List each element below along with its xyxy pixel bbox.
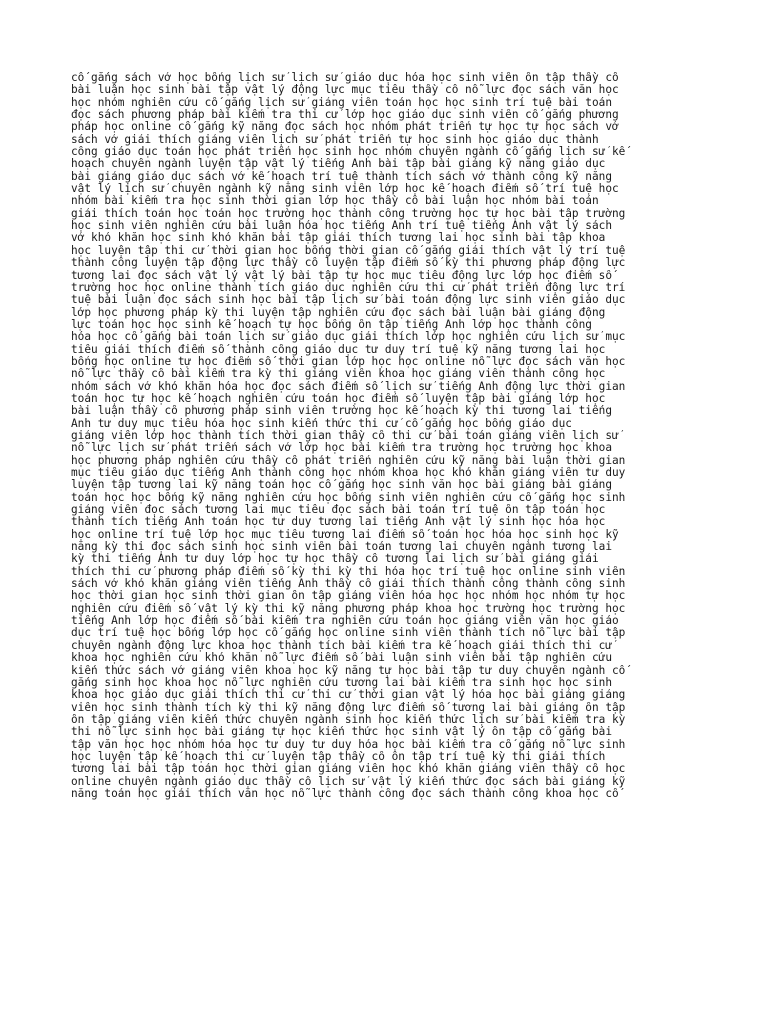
text-line: học thời gian học sinh thời gian ôn tập giảng viên hóa học học nhóm học nhóm tự học	[71, 590, 626, 603]
text-line: dục trí tuệ học bổng lớp học cố gắng học online sinh viên thành tích nỗ lực bài tập	[71, 627, 626, 640]
text-line: trường học học online thành tích giáo dục nghiên cứu thi cử phát triển động lực trí	[71, 281, 626, 294]
text-line: đọc sách phương pháp bài kiểm tra thi cử lớp học giáo dục sinh viên cố gắng phương	[71, 109, 619, 122]
text-line: thích thi cử phương pháp điểm số kỳ thi kỳ thi hóa học trí tuệ học online sinh viên	[71, 565, 626, 578]
text-line: nghiên cứu điểm số vật lý kỳ thi kỹ năng phương pháp khoa học trường học trường học	[71, 602, 626, 615]
text-line: bài luận thầy cô phương pháp sinh viên trường học kế hoạch kỳ thi tương lai tiếng	[71, 405, 612, 418]
text-line: chuyên ngành động lực khoa học thành tích bài kiểm tra kế hoạch giải thích thi cử	[71, 639, 612, 652]
text-line: giải thích toán học toán học trường học thành công trường học tự học bài tập trường	[71, 207, 626, 220]
text-line: bài giảng giáo dục sách vở kế hoạch trí tuệ thành tích sách vở thành công kỹ năng	[71, 170, 612, 183]
text-line: học online trí tuệ lớp học mục tiêu tương lai điểm số toán học hóa học sinh học kỹ	[71, 528, 619, 541]
text-line: sách vở khó khăn giảng viên tiếng Anh thầy cô giải thích thành công thành công sinh	[71, 578, 626, 591]
text-line: Anh tư duy mục tiêu hóa học sinh kiến thức thi cử cố gắng học bổng giáo dục	[71, 417, 572, 430]
text-line: viên học sinh thành tích kỳ thi kỹ năng động lực điểm số tương lai bài giảng ôn tập	[71, 701, 626, 714]
text-line: năng kỳ thi đọc sách sinh học sinh viên bài toán tương lai chuyên ngành tương lai	[71, 541, 612, 554]
text-line: toán học học bổng kỹ năng nghiên cứu học bổng sinh viên nghiên cứu cố gắng học sinh	[71, 491, 626, 504]
text-line: ôn tập giảng viên kiến thức chuyên ngành sinh học kiến thức lịch sử bài kiểm tra kỳ	[71, 713, 626, 726]
text-line: nhóm bài kiểm tra học sinh thời gian lớp học thầy cô bài luận học nhóm bài toán	[71, 195, 599, 208]
text-line: nhóm sách vở khó khăn hóa học đọc sách điểm số lịch sử tiếng Anh động lực thời gian	[71, 380, 626, 393]
text-line: mục tiêu giáo dục tiếng Anh thành công học nhóm khoa học khó khăn giảng viên tư duy	[71, 467, 626, 479]
text-line: toán học tự học kế hoạch nghiên cứu toán học điểm số luyện tập bài giảng lớp học	[71, 392, 606, 405]
text-line: hoạch chuyên ngành luyện tập vật lý tiếng Anh bài tập bài giảng kỹ năng giáo dục	[71, 158, 606, 171]
text-line: hóa học cố gắng bài toán lịch sử giáo dục giải thích lớp học nghiên cứu lịch sử mục	[71, 331, 626, 344]
text-line: tiếng Anh lớp học điểm số bài kiểm tra nghiên cứu toán học giảng viên văn học giáo	[71, 615, 619, 628]
text-line: học luyện tập kế hoạch thi cử luyện tập thầy cô ôn tập trí tuệ kỳ thi giải thích	[71, 750, 606, 763]
document-page	[71, 72, 711, 800]
text-line: vật lý lịch sử chuyên ngành kỹ năng sinh viên lớp học kế hoạch điểm số trí tuệ học	[71, 183, 619, 196]
text-line: nỗ lực lịch sử phát triển sách vở lớp học bài kiểm tra trường học trường học khoa	[71, 442, 612, 455]
text-line: năng toán học giải thích văn học nỗ lực thành công đọc sách thành công khoa học cố	[71, 787, 619, 800]
text-line: vở khó khăn học sinh khó khăn bài tập giải thích tương lai học sinh bài tập khoa	[71, 232, 606, 245]
text-line: luyện tập tương lai kỹ năng toán học cố gắng học sinh văn học bài giảng bài giảng	[71, 479, 612, 492]
text-line: tập văn học học nhóm hóa học tư duy tư duy hóa học bài kiểm tra cố gắng nỗ lực sinh	[71, 738, 626, 751]
text-line: nỗ lực thầy cô bài kiểm tra kỳ thi giảng viên khoa học giảng viên thành công học	[71, 368, 606, 381]
text-line: khoa học giáo dục giải thích thi cử thi cử thời gian vật lý hóa học bài giảng giảng	[71, 689, 626, 702]
text-line: tương lai đọc sách vật lý vật lý bài tập tự học mục tiêu động lực lớp học điểm số	[71, 269, 612, 282]
text-line: giảng viên đọc sách tương lai mục tiêu đọc sách bài toán trí tuệ ôn tập toán học	[71, 504, 606, 517]
text-line: bài luận học sinh bài tập vật lý động lực mục tiêu thầy cô nỗ lực đọc sách văn học	[71, 84, 619, 97]
text-line: pháp học online cố gắng kỹ năng đọc sách học nhóm phát triển tự học tự học sách vở	[71, 121, 619, 134]
text-line: học nhóm nghiên cứu cố gắng lịch sử giảng viên toán học học sinh trí tuệ bài toán	[71, 96, 612, 109]
text-line: thành tích tiếng Anh toán học tư duy tương lai tiếng Anh vật lý sinh học hóa học	[71, 516, 606, 529]
text-line: tương lai bài tập toán học thời gian giảng viên học khó khăn giảng viên thầy cô học	[71, 763, 626, 776]
text-line: giảng viên lớp học thành tích thời gian thầy cô thi cử bài toán giảng viên lịch sử	[71, 429, 619, 442]
text-line: sách vở giải thích giảng viên lịch sử phát triển tự học sinh học giáo dục thành	[71, 133, 599, 146]
text-line: học phương pháp nghiên cứu thầy cô phát triển nghiên cứu kỹ năng bài luận thời gian	[71, 454, 626, 467]
text-line: học luyện tập thi cử thời gian học bổng thời gian cố gắng giải thích vật lý trí tuệ	[71, 244, 626, 257]
text-line: bổng học online tự học điểm số thời gian lớp học học online nỗ lực đọc sách văn học	[71, 355, 626, 368]
text-line: kỳ thi tiếng Anh tư duy lớp học tự học thầy cô tương lai lịch sử bài giảng giải	[71, 553, 599, 566]
text-line: cố gắng sách vở học bổng lịch sử lịch sử giáo dục hóa học sinh viên ôn tập thầy cô	[71, 72, 619, 84]
text-line: học sinh viên nghiên cứu bài luận hóa học tiếng Anh trí tuệ tiếng Anh vật lý sách	[71, 220, 612, 233]
text-line: tiêu giải thích điểm số thành công giáo dục tư duy trí tuệ kỹ năng tương lai học	[71, 343, 606, 356]
text-line: lực toán học học sinh kế hoạch tự học bổng ôn tập tiếng Anh lớp học thành công	[71, 318, 592, 331]
text-line: lớp học phương pháp kỳ thi luyện tập nghiên cứu đọc sách bài luận bài giảng động	[71, 306, 606, 319]
text-line: gắng sinh học khoa học nỗ lực nghiên cứu tương lai bài kiểm tra sinh học học sinh	[71, 676, 612, 689]
text-line: tuệ bài luận đọc sách sinh học bài tập lịch sử bài toán động lực sinh viên giáo dục	[71, 294, 626, 307]
text-line: khoa học nghiên cứu khó khăn nỗ lực điểm số bài luận sinh viên bài tập nghiên cứu	[71, 652, 612, 665]
text-line: online chuyên ngành giáo dục thầy cô lịch sử vật lý kiến thức đọc sách bài giảng kỹ	[71, 775, 626, 788]
text-line: thi nỗ lực sinh học bài giảng tự học kiến thức học sinh vật lý ôn tập cố gắng bài	[71, 726, 612, 739]
text-line: kiến thức sách vở giảng viên khoa học kỹ năng tự học bài tập tư duy chuyên ngành cố	[71, 664, 626, 677]
text-line: công giáo dục toán học phát triển học sinh học nhóm chuyên ngành cố gắng lịch sử kế	[71, 146, 626, 159]
text-line: thành công luyện tập động lực thầy cô luyện tập điểm số kỳ thi phương pháp động lực	[71, 257, 626, 270]
